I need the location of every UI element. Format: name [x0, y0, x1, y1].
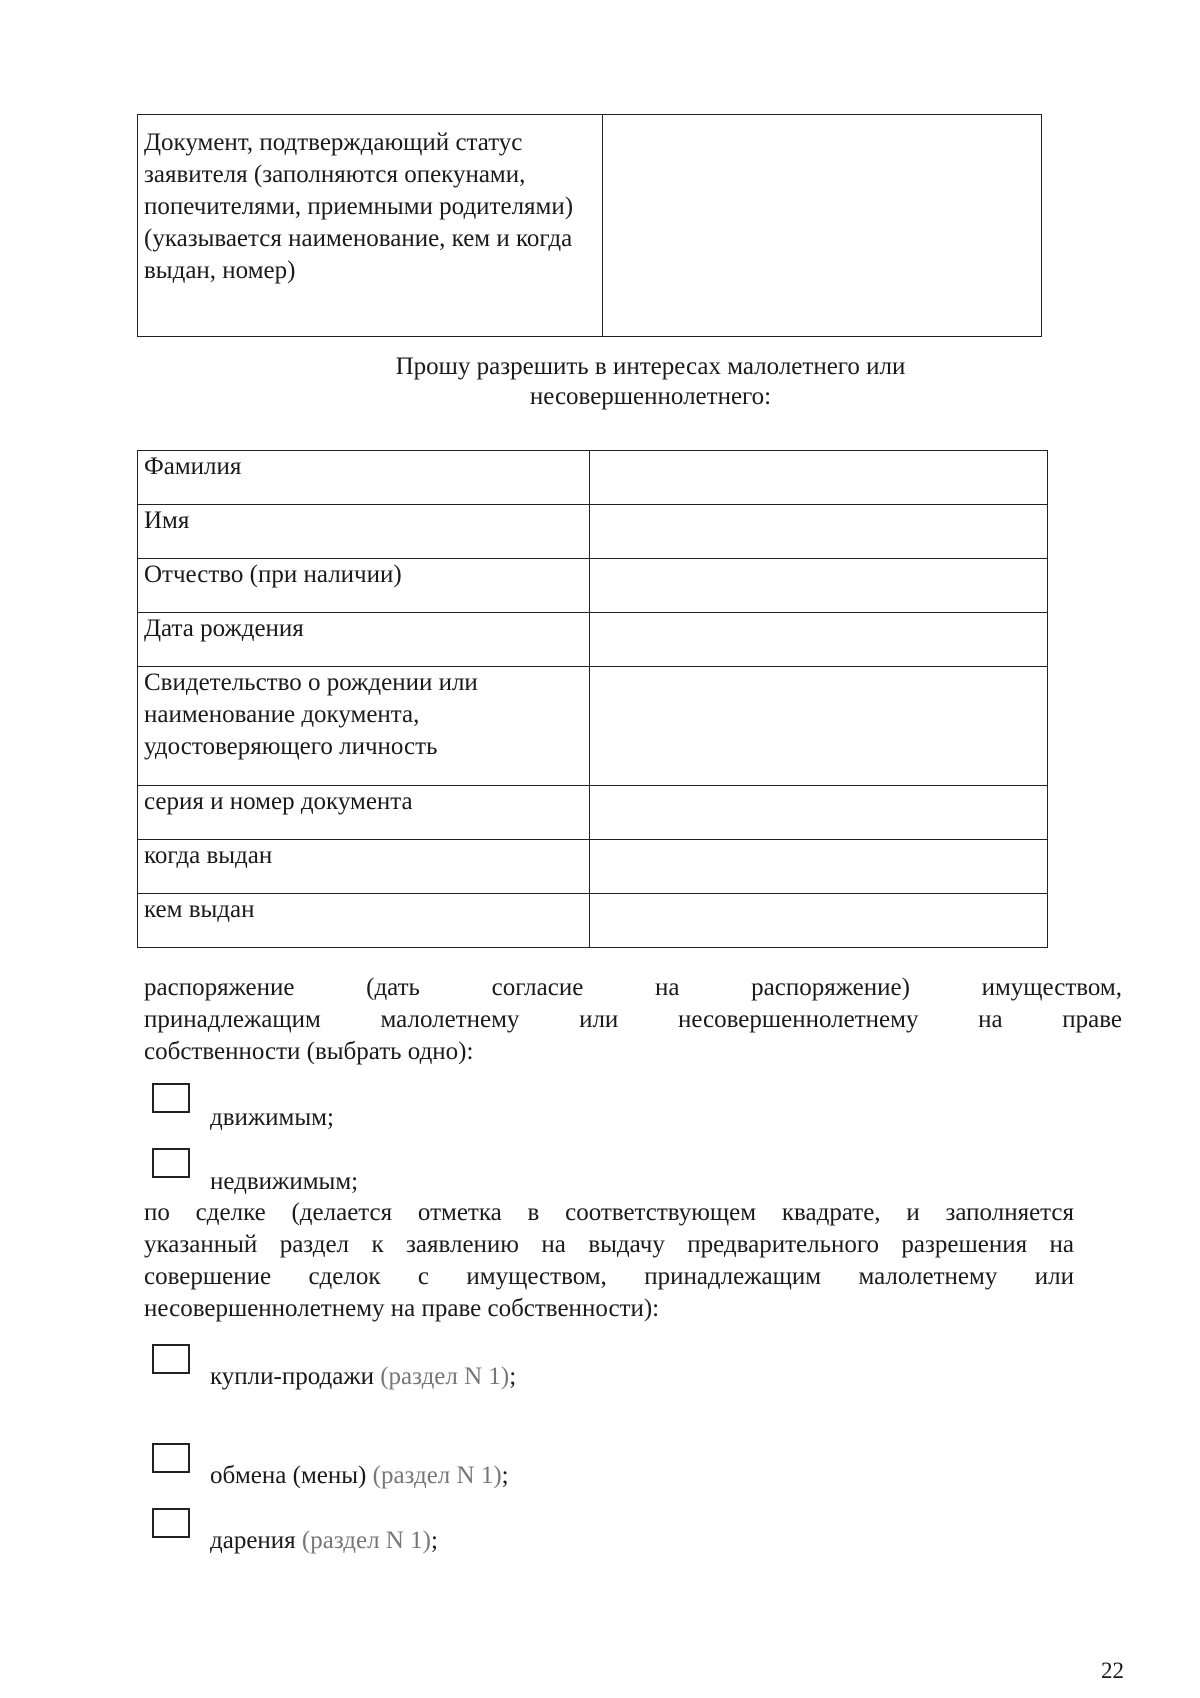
immovable-property-checkbox[interactable]	[152, 1148, 190, 1178]
sale-deal-checkbox[interactable]	[152, 1344, 190, 1374]
table-row	[138, 505, 1048, 559]
surname-field[interactable]	[590, 451, 1048, 505]
birth-date-field[interactable]	[590, 613, 1048, 667]
issued-by-label: кем выдан	[138, 894, 590, 948]
name-label: Имя	[138, 505, 590, 559]
disposal-line1: распоряжение (дать согласие на распоряжение) имуществом,	[144, 974, 1122, 1001]
exchange-deal-suffix: ;	[501, 1462, 509, 1489]
document-number-label: серия и номер документа	[138, 786, 590, 840]
gift-deal-section-ref: (раздел N 1)	[301, 1527, 431, 1554]
deal-line3: совершение сделок с имуществом, принадлежащим малолетнему или	[144, 1263, 1074, 1290]
table-row	[138, 115, 1042, 337]
request-heading	[137, 352, 1164, 412]
sale-deal-option	[210, 1362, 516, 1392]
gift-deal-option	[210, 1526, 438, 1556]
movable-property-checkbox[interactable]	[152, 1083, 190, 1113]
movable-property-label: движимым;	[210, 1104, 334, 1131]
gift-deal-label: дарения	[210, 1527, 296, 1554]
table-row	[138, 559, 1048, 613]
immovable-property-label: недвижимым;	[210, 1168, 359, 1195]
deal-line1: по сделке (делается отметка в соответствующем квадрате, и заполняется	[144, 1199, 1074, 1226]
disposal-line2: принадлежащим малолетнему или несовершеннолетнему на праве	[144, 1006, 1122, 1033]
table-row	[138, 667, 1048, 786]
name-field[interactable]	[590, 505, 1048, 559]
birth-date-label: Дата рождения	[138, 613, 590, 667]
status-document-table	[137, 114, 1042, 337]
exchange-deal-option	[210, 1461, 509, 1491]
disposal-paragraph	[144, 972, 1122, 1068]
sale-deal-suffix: ;	[509, 1363, 517, 1390]
status-document-field[interactable]	[603, 115, 1042, 337]
table-row	[138, 894, 1048, 948]
request-heading-line1: Прошу разрешить в интересах малолетнего или	[395, 353, 906, 380]
table-row	[138, 451, 1048, 505]
gift-deal-checkbox[interactable]	[152, 1508, 190, 1538]
exchange-deal-checkbox[interactable]	[152, 1443, 190, 1473]
sale-deal-label: купли-продажи	[210, 1363, 374, 1390]
patronymic-label: Отчество (при наличии)	[138, 559, 590, 613]
issue-date-field[interactable]	[590, 840, 1048, 894]
table-row	[138, 840, 1048, 894]
identity-document-label: Свидетельство о рождении или наименование документа, удостоверяющего личность	[138, 667, 590, 786]
surname-label: Фамилия	[138, 451, 590, 505]
table-row	[138, 786, 1048, 840]
document-number-field[interactable]	[590, 786, 1048, 840]
exchange-deal-section-ref: (раздел N 1)	[372, 1462, 502, 1489]
status-document-label: Документ, подтверждающий статус заявителя (заполняются опекунами, попечителями, приемными родителями) (указывается наименование, кем и когда выдан, номер)	[138, 115, 603, 337]
page-number: 22	[1101, 1658, 1124, 1683]
issue-date-label: когда выдан	[138, 840, 590, 894]
table-row	[138, 613, 1048, 667]
disposal-line3: собственности (выбрать одно):	[144, 1038, 474, 1065]
patronymic-field[interactable]	[590, 559, 1048, 613]
request-heading-line2: несовершеннолетнего:	[529, 383, 772, 410]
deal-paragraph	[144, 1197, 1074, 1325]
deal-line2: указанный раздел к заявлению на выдачу предварительного разрешения на	[144, 1231, 1074, 1258]
exchange-deal-label: обмена (мены)	[210, 1462, 367, 1489]
minor-details-table	[137, 450, 1048, 948]
gift-deal-suffix: ;	[430, 1527, 438, 1554]
issued-by-field[interactable]	[590, 894, 1048, 948]
sale-deal-section-ref: (раздел N 1)	[380, 1363, 510, 1390]
deal-line4: несовершеннолетнему на праве собственности):	[144, 1295, 660, 1322]
identity-document-field[interactable]	[590, 667, 1048, 786]
